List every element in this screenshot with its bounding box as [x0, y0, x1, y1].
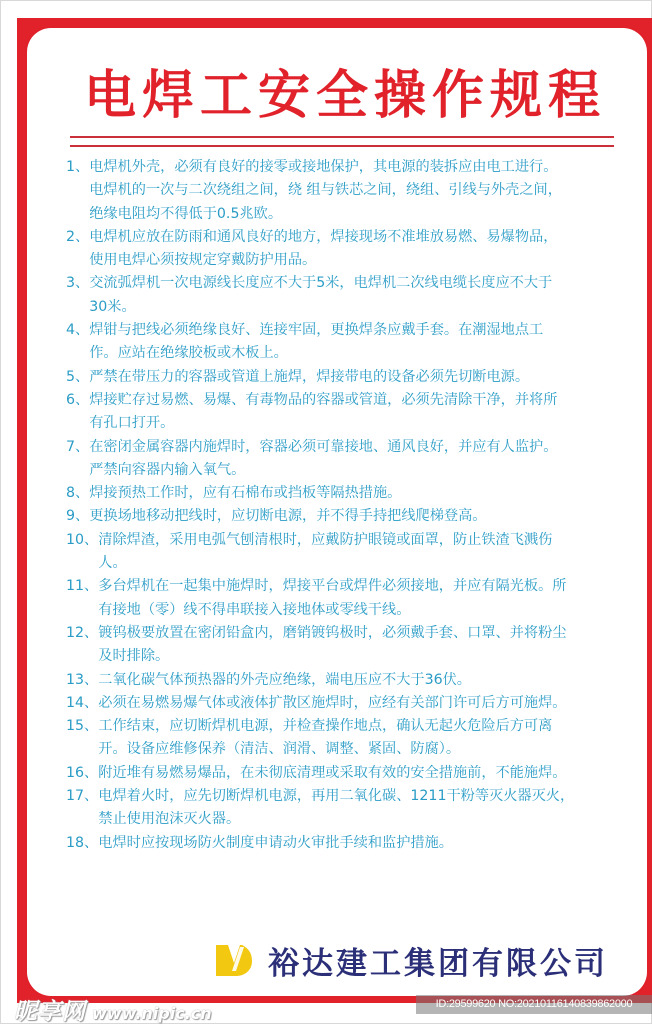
rule-item: [66, 436, 626, 483]
rule-number: 10、: [66, 531, 99, 548]
rule-item: [66, 715, 626, 762]
rule-text: [89, 389, 626, 436]
rule-line: 必须在易燃易爆气体或液体扩散区施焊时，应经有关部门许可后方可施焊。: [98, 694, 567, 711]
rule-item: [66, 505, 626, 528]
rule-number: 16、: [66, 764, 99, 781]
rules-list: [66, 156, 626, 855]
rule-text: [89, 156, 626, 226]
rule-line: 严禁在带压力的容器或管道上施焊，焊接带电的设备必须先切断电源。: [89, 368, 530, 385]
rule-number: 13、: [66, 671, 99, 688]
rule-item: [66, 575, 626, 622]
rule-line: 有孔口打开。: [89, 415, 175, 432]
rule-line: 人。: [98, 555, 127, 572]
rule-number: 7、: [66, 438, 90, 455]
rule-line: 禁止使用泡沫灭火器。: [98, 811, 241, 828]
rule-item: [66, 622, 626, 669]
rule-line: 30米。: [89, 298, 136, 315]
rule-line: 焊接贮存过易燃、易爆、有毒物品的容器或管道，必须先清除干净，并将所: [89, 391, 558, 408]
rule-text: [98, 715, 626, 762]
rule-text: [98, 669, 626, 692]
rule-text: [89, 366, 626, 389]
rule-line: 电焊机应放在防雨和通风良好的地方，焊接现场不准堆放易燃、易爆物品，: [89, 228, 558, 245]
rule-number: 2、: [66, 228, 90, 245]
rule-text: [98, 762, 626, 785]
rule-line: 工作结束，应切断焊机电源，并检查操作地点，确认无起火危险后方可离: [98, 718, 553, 735]
rule-item: [66, 529, 626, 576]
rule-number: 3、: [66, 275, 90, 292]
rule-number: 15、: [66, 718, 99, 735]
rule-item: [66, 156, 626, 226]
rule-line: 多台焊机在一起集中施焊时，焊接平台或焊件必须接地，并应有隔光板。所: [98, 578, 567, 595]
watermark-brand-text: 昵享网: [14, 999, 86, 1025]
rule-number: 6、: [66, 391, 90, 408]
company-logo-icon: [214, 941, 254, 979]
rule-item: [66, 669, 626, 692]
rule-line: 在密闭金属容器内施焊时，容器必须可靠接地、通风良好，并应有人监护。: [89, 438, 558, 455]
rule-number: 17、: [66, 788, 99, 805]
rule-item: [66, 482, 626, 505]
rule-number: 12、: [66, 624, 99, 641]
rule-line: 镀钨极要放置在密闭铅盒内，磨销镀钨极时，必须戴手套、口罩、并将粉尘: [98, 624, 567, 641]
watermark-id: ID:29599620 NO:20210116140839862000: [416, 995, 652, 1014]
rule-text: [98, 785, 626, 832]
company-name: 裕达建工集团有限公司: [268, 945, 608, 982]
rule-number: 4、: [66, 322, 90, 339]
rule-text: [89, 272, 626, 319]
rule-item: [66, 366, 626, 389]
rule-line: 焊钳与把线必须绝缘良好、连接牢固，更换焊条应戴手套。在潮湿地点工: [89, 322, 544, 339]
rule-number: 9、: [66, 508, 90, 525]
rule-line: 清除焊渣，采用电弧气刨清根时，应戴防护眼镜或面罩，防止铁渣飞溅伤: [98, 531, 553, 548]
watermark-brand: [14, 993, 212, 1026]
rule-line: 电焊机的一次与二次绕组之间，绕 组与铁芯之间，绕组、引线与外壳之间，: [89, 182, 562, 199]
rule-number: 8、: [66, 485, 90, 502]
rule-line: 电焊着火时，应先切断焊机电源，再用二氧化碳、1211干粉等灭火器灭火，: [98, 788, 575, 805]
rule-item: [66, 319, 626, 366]
rule-item: [66, 785, 626, 832]
watermark-url: www.nipic.cn: [92, 1004, 212, 1023]
rule-line: 更换场地移动把线时，应切断电源，并不得手持把线爬梯登高。: [89, 508, 487, 525]
page-title: 电焊工安全操作规程: [83, 66, 606, 126]
rule-text: [98, 529, 626, 576]
rule-line: 有接地（零）线不得串联接入接地体或零线干线。: [98, 601, 411, 618]
rule-item: [66, 762, 626, 785]
rule-text: [98, 832, 626, 855]
rule-text: [89, 319, 626, 366]
rule-line: 使用电焊心须按规定穿戴防护用品。: [89, 252, 317, 269]
title-underline-bottom: [70, 145, 614, 147]
rule-item: [66, 272, 626, 319]
rule-line: 电焊时应按现场防火制度申请动火审批手续和监护措施。: [98, 834, 453, 851]
rule-text: [98, 575, 626, 622]
rule-line: 附近堆有易燃易爆品，在未彻底清理或采取有效的安全措施前，不能施焊。: [98, 764, 567, 781]
rule-line: 及时排除。: [98, 648, 170, 665]
title-underline-top: [70, 136, 614, 138]
rule-item: [66, 226, 626, 273]
rule-item: [66, 389, 626, 436]
rule-line: 二氧化碳气体预热器的外壳应绝缘，端电压应不大于36伏。: [98, 671, 471, 688]
rule-line: 焊接预热工作时，应有石棉布或挡板等隔热措施。: [89, 485, 402, 502]
rule-text: [89, 505, 626, 528]
rule-line: 电焊机外壳，必须有良好的接零或接地保护，其电源的装拆应由电工进行。: [89, 159, 558, 175]
rule-line: 严禁向容器内输入氧气。: [89, 461, 246, 478]
rule-number: 18、: [66, 834, 99, 851]
rule-number: 1、: [66, 159, 90, 175]
rule-line: 作。应站在绝缘胶板或木板上。: [89, 345, 288, 362]
rule-item: [66, 692, 626, 715]
rule-text: [89, 226, 626, 273]
rule-text: [89, 436, 626, 483]
rule-number: 11、: [66, 578, 99, 595]
rule-line: 绝缘电阻均不得低于0.5兆欧。: [89, 205, 283, 222]
rule-text: [98, 622, 626, 669]
company-footer: [214, 938, 608, 982]
rule-number: 14、: [66, 694, 99, 711]
rule-line: 开。设备应维修保养（清洁、润滑、调整、紧固、防腐）。: [98, 741, 461, 758]
rule-text: [98, 692, 626, 715]
rule-number: 5、: [66, 368, 90, 385]
rule-text: [89, 482, 626, 505]
rule-item: [66, 832, 626, 855]
rule-line: 交流弧焊机一次电源线长度应不大于5米，电焊机二次线电缆长度应不大于: [89, 275, 553, 292]
